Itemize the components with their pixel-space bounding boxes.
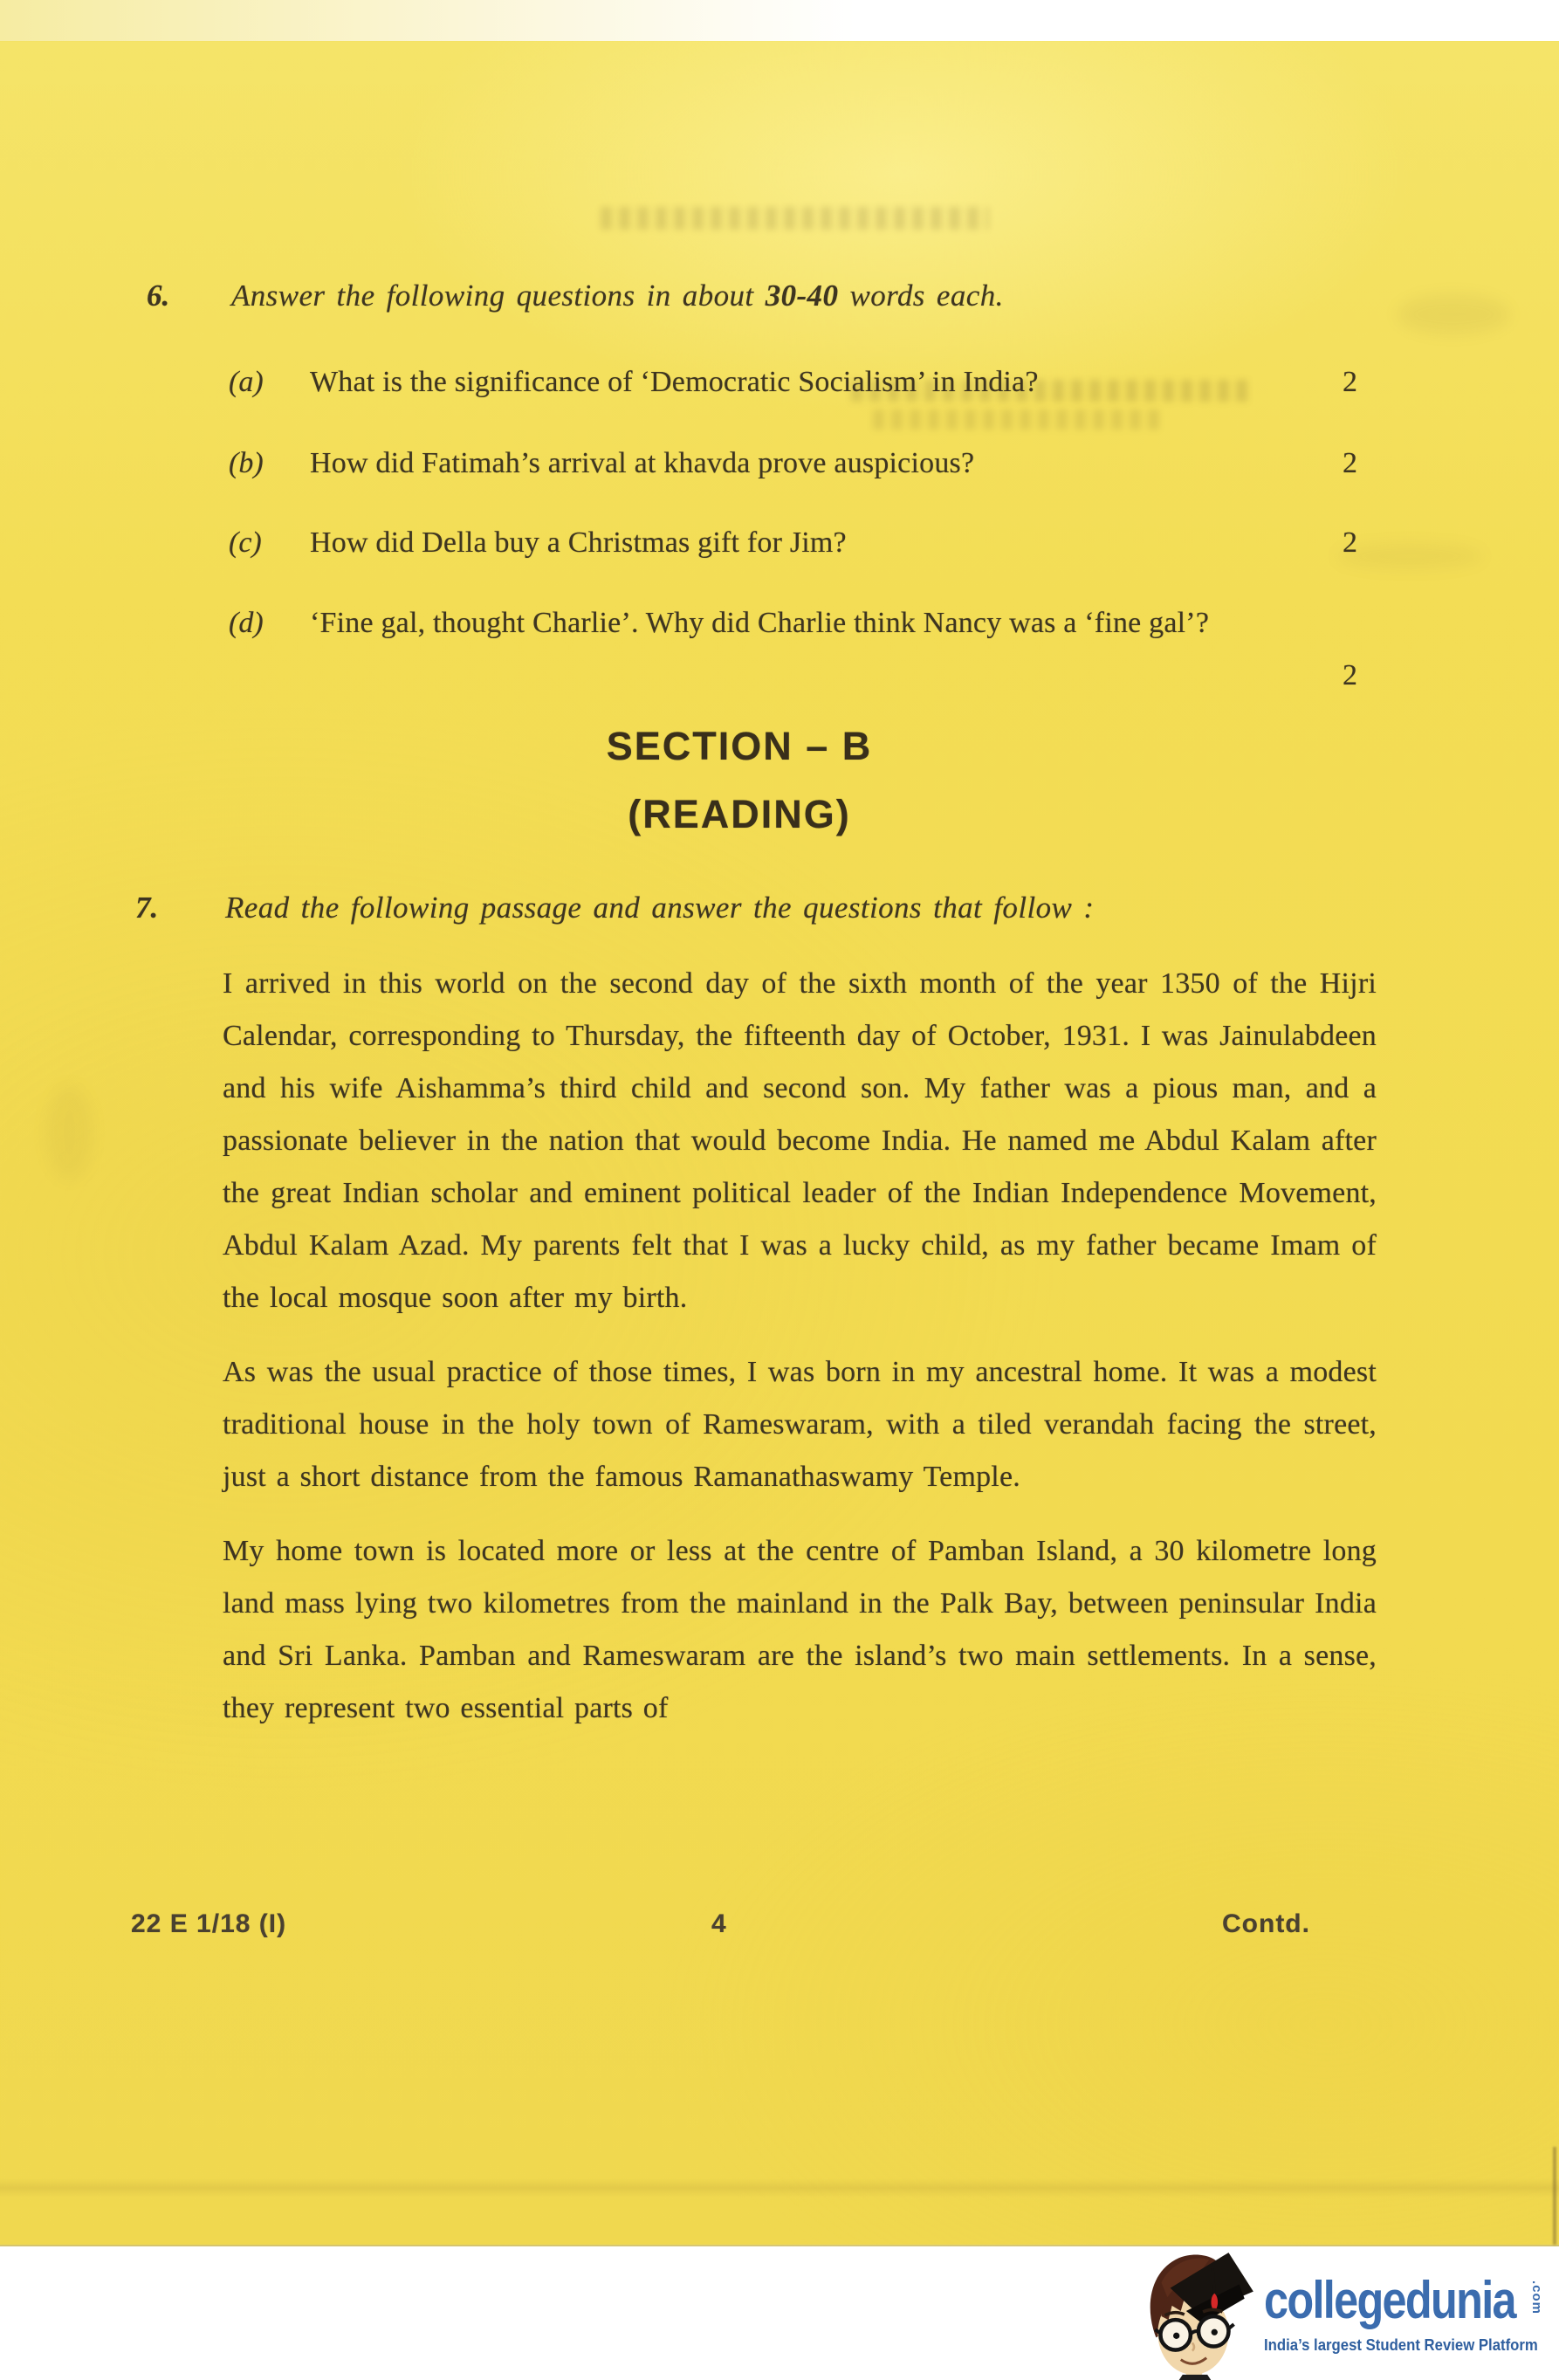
bleed-through-artifact <box>873 409 1161 430</box>
scan-edge-shadow <box>1553 2147 1556 2245</box>
section-b-subtitle: (READING) <box>628 792 851 836</box>
question-6c-marks: 2 <box>1343 526 1357 559</box>
question-6d-marks: 2 <box>1343 659 1357 691</box>
paper-code: 22 E 1/18 (I) <box>131 1909 287 1938</box>
collegedunia-tagline: India’s largest Student Review Platform <box>1264 2336 1538 2354</box>
collegedunia-logo-text: collegedunia <box>1264 2271 1515 2329</box>
scan-smudge-artifact <box>1336 543 1484 569</box>
graduate-student-mascot-icon <box>1133 2247 1260 2380</box>
paper-crease-artifact <box>0 2178 1559 2198</box>
page-number: 4 <box>711 1909 727 1938</box>
question-6b-label: (b) <box>229 447 264 479</box>
instruction-text: Answer the following questions in about <box>231 279 766 313</box>
scan-smudge-artifact <box>45 1084 93 1180</box>
continued-label: Contd. <box>1222 1909 1310 1938</box>
exam-paper-sheet <box>0 41 1559 2246</box>
question-6d-text: ‘Fine gal, thought Charlie’. Why did Charlie think Nancy was a ‘fine gal’? <box>310 607 1210 639</box>
question-6b-marks: 2 <box>1343 447 1357 479</box>
question-7 <box>135 891 1357 925</box>
question-6a-marks: 2 <box>1343 366 1357 398</box>
scan-top-margin <box>0 0 855 41</box>
question-7-instruction: Read the following passage and answer the questions that follow : <box>225 891 1095 925</box>
question-6c-label: (c) <box>229 526 262 559</box>
question-6b-text: How did Fatimah’s arrival at khavda prove auspicious? <box>310 447 975 479</box>
passage-paragraph-2: As was the usual practice of those times, I was born in my ancestral home. It was a modest traditional house in the holy town of Rameswaram, with a tiled verandah facing the street, just a short distance from the famous Ramanathaswamy Temple. <box>223 1356 1377 1493</box>
reading-passage <box>223 958 1377 1757</box>
question-6 <box>147 279 1334 313</box>
question-7-number: 7. <box>135 891 159 925</box>
section-b-title: SECTION – B <box>606 724 873 768</box>
word-limit-text: 30-40 <box>765 279 839 313</box>
passage-paragraph-1: I arrived in this world on the second day of the sixth month of the year 1350 of the Hijri Calendar, corresponding to Thursday, the fifteenth day of October, 1931. I was Jainulabdeen and his wife Aishamma’s third child and second son. My father was a pious man, and a passionate believer in the nation that would become India. He named me Abdul Kalam after the great Indian scholar and eminent political leader of the Indian Independence Movement, Abdul Kalam Azad. My parents felt that I was a lucky child, as my father became Imam of the local mosque soon after my birth. <box>223 967 1377 1314</box>
question-6a-text: What is the significance of ‘Democratic Socialism’ in India? <box>310 366 1039 398</box>
bleed-through-artifact <box>601 207 989 230</box>
scan-smudge-artifact <box>1397 294 1510 334</box>
question-6-number: 6. <box>147 279 170 313</box>
collegedunia-logo-suffix: .com <box>1529 2280 1544 2315</box>
question-6d-label: (d) <box>229 607 264 639</box>
question-6c-text: How did Della buy a Christmas gift for Jim? <box>310 526 847 559</box>
question-6-instruction <box>231 279 1314 313</box>
instruction-text: words each. <box>838 279 1004 313</box>
passage-paragraph-3: My home town is located more or less at the centre of Pamban Island, a 30 kilometre long land mass lying two kilometres from the mainland in the Palk Bay, between peninsular India and Sri Lanka. Pamban and Rameswaram are the island’s two main settlements. In a sense, they represent two essential parts of <box>223 1535 1377 1724</box>
question-6a-label: (a) <box>229 366 264 398</box>
